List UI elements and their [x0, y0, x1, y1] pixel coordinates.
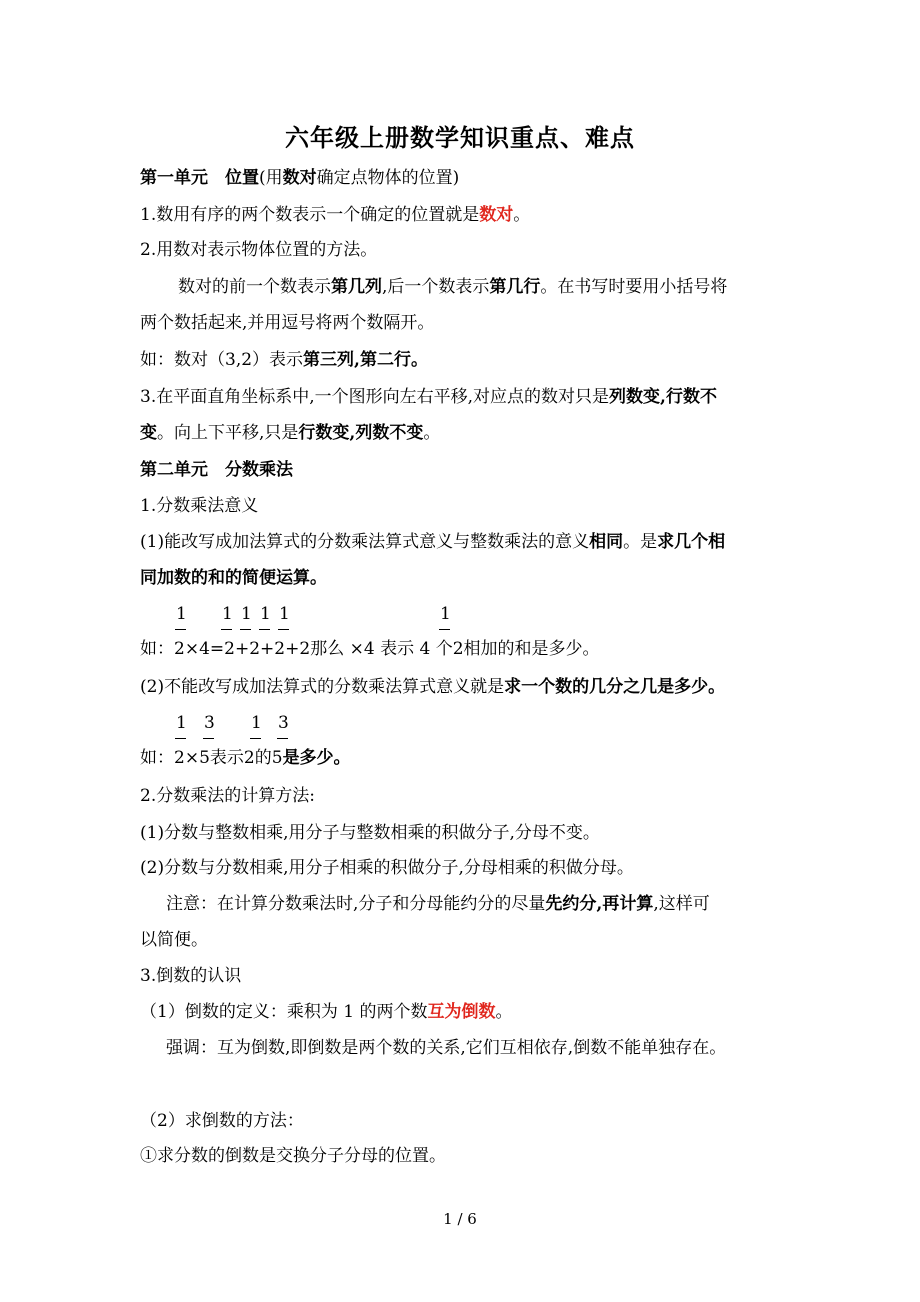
paragraph: 1.数用有序的两个数表示一个确定的位置就是数对。 [140, 205, 531, 225]
paragraph: 以简便。 [140, 930, 208, 950]
paragraph: 同加数的和的简便运算。 [140, 568, 327, 588]
paragraph: (2)分数与分数相乘,用分子相乘的积做分子,分母相乘的积做分母。 [140, 858, 634, 878]
paragraph: 3.在平面直角坐标系中,一个图形向左右平移,对应点的数对只是列数变,行数不 [140, 387, 717, 407]
paragraph: 强调：互为倒数,即倒数是两个数的关系,它们互相依存,倒数不能单独存在。 [166, 1038, 727, 1058]
page-number: 1 / 6 [443, 1210, 477, 1228]
paragraph: 2.用数对表示物体位置的方法。 [140, 240, 378, 260]
paragraph: 两个数括起来,并用逗号将两个数隔开。 [140, 313, 435, 333]
paragraph: (2)不能改写成加法算式的分数乘法算式意义就是求一个数的几分之几是多少。 [140, 677, 726, 697]
paragraph: (1)能改写成加法算式的分数乘法算式意义与整数乘法的意义相同。是求几个相 [140, 532, 726, 552]
paragraph: 注意：在计算分数乘法时,分子和分母能约分的尽量先约分,再计算,这样可 [166, 894, 710, 914]
unit1-heading: 第一单元 位置(用数对确定点物体的位置) [140, 168, 460, 188]
paragraph: ①求分数的倒数是交换分子分母的位置。 [140, 1146, 446, 1166]
paragraph: 数对的前一个数表示第几列,后一个数表示第几行。在书写时要用小括号将 [178, 277, 728, 297]
fraction-example-2: 1 3 1 3 如：2×5表示2的5是多少。 [140, 713, 351, 768]
paragraph: 2.分数乘法的计算方法: [140, 786, 315, 806]
paragraph: (1)分数与整数相乘,用分子与整数相乘的积做分子,分母不变。 [140, 823, 600, 843]
unit2-heading: 第二单元 分数乘法 [140, 460, 293, 480]
page-title: 六年级上册数学知识重点、难点 [285, 123, 635, 152]
paragraph: 3.倒数的认识 [140, 966, 242, 986]
paragraph: （2）求倒数的方法： [140, 1111, 304, 1131]
paragraph: 如：数对（3,2）表示第三列,第二行。 [140, 350, 428, 370]
fraction-example-1: 1 1 1 1 1 1 如：2×4=2+2+2+2那么 ×4 表示 4 个2相加的和是多少。 [140, 604, 600, 659]
paragraph: 1.分数乘法意义 [140, 496, 259, 516]
paragraph: 变。向上下平移,只是行数变,列数不变。 [140, 423, 441, 443]
paragraph: （1）倒数的定义：乘积为 1 的两个数互为倒数。 [140, 1002, 513, 1022]
